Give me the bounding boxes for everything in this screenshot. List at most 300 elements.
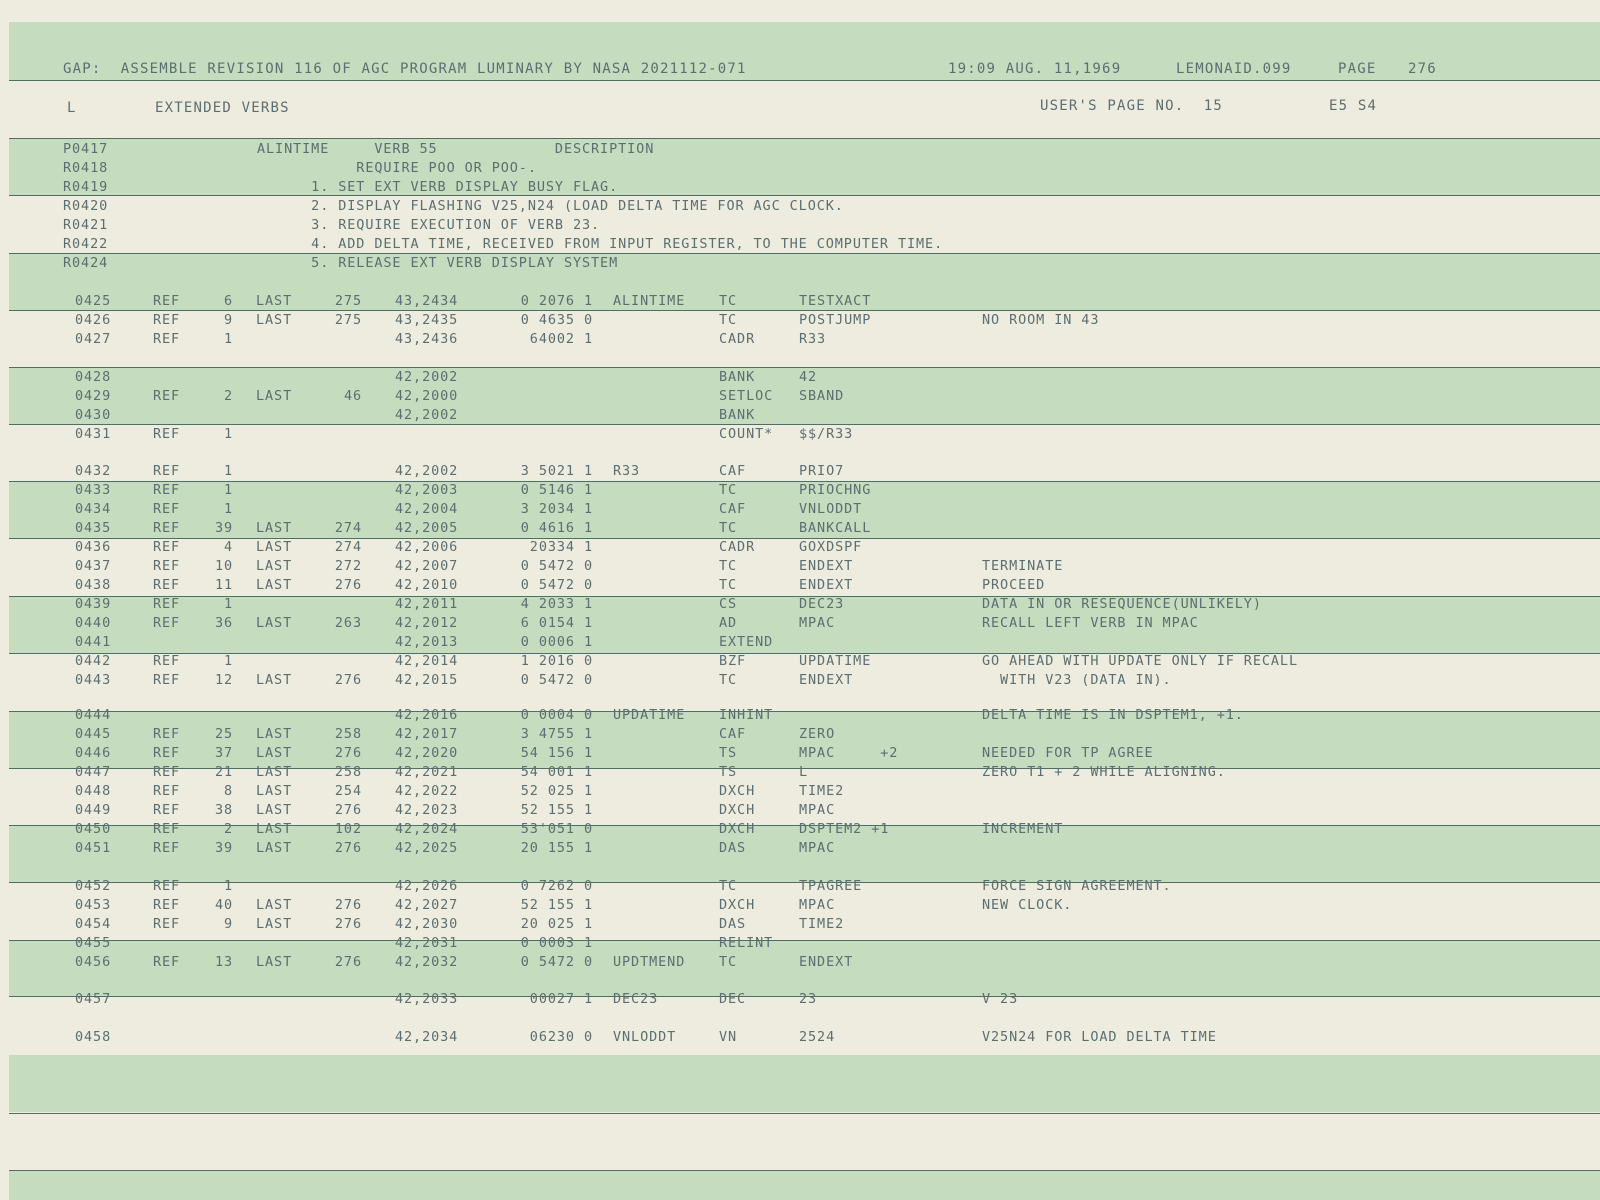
last-tag: LAST bbox=[256, 840, 293, 856]
listing-row bbox=[0, 706, 1600, 725]
ref-count: 1 bbox=[223, 463, 233, 479]
listing-row bbox=[0, 633, 1600, 652]
line-number: 0435 bbox=[75, 520, 112, 536]
listing-row bbox=[0, 934, 1600, 953]
address: 42,2011 bbox=[395, 596, 459, 612]
opcode: CAF bbox=[719, 726, 747, 742]
listing-row bbox=[0, 801, 1600, 820]
operand: SBAND bbox=[799, 388, 845, 404]
line-number: 0437 bbox=[75, 558, 112, 574]
operand: TIME2 bbox=[799, 916, 845, 932]
listing-row bbox=[0, 953, 1600, 972]
operand: R33 bbox=[799, 331, 827, 347]
description-line bbox=[0, 216, 1600, 235]
opcode: INHINT bbox=[719, 707, 774, 723]
description-line bbox=[0, 159, 1600, 178]
opcode: CAF bbox=[719, 501, 747, 517]
octal-code: 20 025 1 bbox=[520, 916, 593, 932]
last-tag: LAST bbox=[256, 293, 293, 309]
last-page: 276 bbox=[334, 897, 362, 913]
address: 42,2005 bbox=[395, 520, 459, 536]
octal-code: 0 5472 0 bbox=[520, 577, 593, 593]
section-title: EXTENDED VERBS bbox=[155, 100, 290, 116]
octal-code: 0 5146 1 bbox=[520, 482, 593, 498]
operand: ENDEXT bbox=[799, 672, 854, 688]
ref-count: 38 bbox=[214, 802, 233, 818]
ref-tag: REF bbox=[153, 897, 181, 913]
ref-tag: REF bbox=[153, 463, 181, 479]
description-text: 4. ADD DELTA TIME, RECEIVED FROM INPUT REGISTER, TO THE COMPUTER TIME. bbox=[257, 236, 944, 252]
address: 42,2032 bbox=[395, 954, 459, 970]
comment: V25N24 FOR LOAD DELTA TIME bbox=[982, 1029, 1217, 1045]
octal-code: 0 0004 0 bbox=[520, 707, 593, 723]
last-tag: LAST bbox=[256, 312, 293, 328]
opcode: TC bbox=[719, 482, 738, 498]
listing-row bbox=[0, 330, 1600, 349]
octal-code: 0 5472 0 bbox=[520, 672, 593, 688]
last-tag: LAST bbox=[256, 726, 293, 742]
last-tag: LAST bbox=[256, 672, 293, 688]
operand: TIME2 bbox=[799, 783, 845, 799]
description-text: ALINTIME VERB 55 DESCRIPTION bbox=[257, 141, 655, 157]
address: 42,2034 bbox=[395, 1029, 459, 1045]
listing-row bbox=[0, 744, 1600, 763]
line-number: P0417 bbox=[63, 141, 109, 157]
operand: L bbox=[799, 764, 809, 780]
address: 42,2021 bbox=[395, 764, 459, 780]
octal-code: 0 5472 0 bbox=[520, 558, 593, 574]
line-number: 0446 bbox=[75, 745, 112, 761]
octal-code: 0 0003 1 bbox=[520, 935, 593, 951]
rule-line bbox=[9, 1113, 1600, 1114]
ref-count: 25 bbox=[214, 726, 233, 742]
octal-code: 0 0006 1 bbox=[520, 634, 593, 650]
last-tag: LAST bbox=[256, 954, 293, 970]
label: DEC23 bbox=[613, 991, 659, 1007]
last-tag: LAST bbox=[256, 783, 293, 799]
operand: ZERO bbox=[799, 726, 836, 742]
line-number: R0420 bbox=[63, 198, 109, 214]
address: 42,2026 bbox=[395, 878, 459, 894]
ref-count: 12 bbox=[214, 672, 233, 688]
listing-row bbox=[0, 462, 1600, 481]
ref-tag: REF bbox=[153, 501, 181, 517]
line-number: 0441 bbox=[75, 634, 112, 650]
listing-row bbox=[0, 671, 1600, 690]
ref-tag: REF bbox=[153, 312, 181, 328]
description-text: 5. RELEASE EXT VERB DISPLAY SYSTEM bbox=[257, 255, 619, 271]
address: 43,2435 bbox=[395, 312, 459, 328]
address: 42,2014 bbox=[395, 653, 459, 669]
last-tag: LAST bbox=[256, 821, 293, 837]
last-tag: LAST bbox=[256, 802, 293, 818]
octal-code: 20 155 1 bbox=[520, 840, 593, 856]
listing-row bbox=[0, 576, 1600, 595]
line-number: R0421 bbox=[63, 217, 109, 233]
last-tag: LAST bbox=[256, 745, 293, 761]
listing-row bbox=[0, 896, 1600, 915]
octal-code: 00027 1 bbox=[529, 991, 593, 1007]
ref-tag: REF bbox=[153, 388, 181, 404]
opcode: SETLOC bbox=[719, 388, 774, 404]
ref-tag: REF bbox=[153, 821, 181, 837]
operand: TESTXACT bbox=[799, 293, 872, 309]
address: 42,2007 bbox=[395, 558, 459, 574]
operand: ENDEXT bbox=[799, 558, 854, 574]
label: ALINTIME bbox=[613, 293, 686, 309]
address: 42,2020 bbox=[395, 745, 459, 761]
line-number: 0439 bbox=[75, 596, 112, 612]
ref-tag: REF bbox=[153, 802, 181, 818]
line-number: 0440 bbox=[75, 615, 112, 631]
comment: NO ROOM IN 43 bbox=[982, 312, 1100, 328]
line-number: R0424 bbox=[63, 255, 109, 271]
header-source: LEMONAID.099 bbox=[1176, 61, 1292, 77]
address: 42,2004 bbox=[395, 501, 459, 517]
ref-count: 4 bbox=[223, 539, 233, 555]
comment: NEW CLOCK. bbox=[982, 897, 1073, 913]
opcode: TC bbox=[719, 878, 738, 894]
comment: ZERO T1 + 2 WHILE ALIGNING. bbox=[982, 764, 1226, 780]
line-number: 0458 bbox=[75, 1029, 112, 1045]
operand: MPAC +2 bbox=[799, 745, 899, 761]
description-text: 1. SET EXT VERB DISPLAY BUSY FLAG. bbox=[257, 179, 619, 195]
opcode: DAS bbox=[719, 916, 747, 932]
header-page-number: 276 bbox=[1408, 61, 1437, 77]
line-number: 0427 bbox=[75, 331, 112, 347]
last-page: 274 bbox=[334, 520, 362, 536]
line-number: 0443 bbox=[75, 672, 112, 688]
last-page: 46 bbox=[343, 388, 362, 404]
description-line bbox=[0, 254, 1600, 273]
description-text: REQUIRE POO OR POO-. bbox=[257, 160, 537, 176]
octal-code: 0 4616 1 bbox=[520, 520, 593, 536]
ref-count: 9 bbox=[223, 916, 233, 932]
octal-code: 54 156 1 bbox=[520, 745, 593, 761]
line-number: 0433 bbox=[75, 482, 112, 498]
ref-count: 1 bbox=[223, 596, 233, 612]
opcode: TS bbox=[719, 745, 738, 761]
ref-tag: REF bbox=[153, 482, 181, 498]
listing-row bbox=[0, 820, 1600, 839]
operand: $$/R33 bbox=[799, 426, 854, 442]
operand: VNLODDT bbox=[799, 501, 863, 517]
octal-code: 54 001 1 bbox=[520, 764, 593, 780]
opcode: CAF bbox=[719, 463, 747, 479]
address: 42,2002 bbox=[395, 407, 459, 423]
ref-count: 37 bbox=[214, 745, 233, 761]
listing-row bbox=[0, 915, 1600, 934]
line-number: R0418 bbox=[63, 160, 109, 176]
line-number: 0428 bbox=[75, 369, 112, 385]
last-page: 274 bbox=[334, 539, 362, 555]
ref-tag: REF bbox=[153, 783, 181, 799]
last-tag: LAST bbox=[256, 615, 293, 631]
opcode: DXCH bbox=[719, 802, 756, 818]
ref-count: 1 bbox=[223, 482, 233, 498]
opcode: COUNT* bbox=[719, 426, 774, 442]
ref-tag: REF bbox=[153, 596, 181, 612]
line-number: 0453 bbox=[75, 897, 112, 913]
operand: BANKCALL bbox=[799, 520, 872, 536]
octal-code: 0 5472 0 bbox=[520, 954, 593, 970]
section-marker: L bbox=[67, 100, 77, 116]
address: 42,2002 bbox=[395, 369, 459, 385]
octal-code: 52 025 1 bbox=[520, 783, 593, 799]
description-line bbox=[0, 140, 1600, 159]
ref-count: 1 bbox=[223, 331, 233, 347]
line-number: 0430 bbox=[75, 407, 112, 423]
listing-row bbox=[0, 481, 1600, 500]
description-line bbox=[0, 235, 1600, 254]
opcode: BANK bbox=[719, 369, 756, 385]
operand: 2524 bbox=[799, 1029, 836, 1045]
address: 42,2015 bbox=[395, 672, 459, 688]
listing-row bbox=[0, 877, 1600, 896]
octal-code: 52 155 1 bbox=[520, 897, 593, 913]
rule-line bbox=[9, 138, 1600, 139]
comment: DELTA TIME IS IN DSPTEM1, +1. bbox=[982, 707, 1244, 723]
ref-count: 1 bbox=[223, 878, 233, 894]
ref-tag: REF bbox=[153, 954, 181, 970]
last-tag: LAST bbox=[256, 577, 293, 593]
ref-count: 21 bbox=[214, 764, 233, 780]
opcode: VN bbox=[719, 1029, 738, 1045]
last-page: 276 bbox=[334, 840, 362, 856]
last-tag: LAST bbox=[256, 520, 293, 536]
operand: PRIOCHNG bbox=[799, 482, 872, 498]
octal-code: 6 0154 1 bbox=[520, 615, 593, 631]
opcode: AD bbox=[719, 615, 738, 631]
line-number: R0419 bbox=[63, 179, 109, 195]
listing-row bbox=[0, 652, 1600, 671]
line-number: 0456 bbox=[75, 954, 112, 970]
ref-tag: REF bbox=[153, 745, 181, 761]
line-number: 0444 bbox=[75, 707, 112, 723]
octal-code: 3 2034 1 bbox=[520, 501, 593, 517]
ref-count: 13 bbox=[214, 954, 233, 970]
line-number: 0436 bbox=[75, 539, 112, 555]
ref-tag: REF bbox=[153, 558, 181, 574]
address: 42,2016 bbox=[395, 707, 459, 723]
ref-count: 36 bbox=[214, 615, 233, 631]
comment: NEEDED FOR TP AGREE bbox=[982, 745, 1154, 761]
address: 42,2013 bbox=[395, 634, 459, 650]
octal-code: 06230 0 bbox=[529, 1029, 593, 1045]
operand: TPAGREE bbox=[799, 878, 863, 894]
octal-code: 0 4635 0 bbox=[520, 312, 593, 328]
listing-row bbox=[0, 595, 1600, 614]
address: 42,2025 bbox=[395, 840, 459, 856]
last-page: 276 bbox=[334, 802, 362, 818]
line-number: 0429 bbox=[75, 388, 112, 404]
address: 42,2022 bbox=[395, 783, 459, 799]
listing-row bbox=[0, 519, 1600, 538]
octal-code: 1 2016 0 bbox=[520, 653, 593, 669]
address: 42,2010 bbox=[395, 577, 459, 593]
opcode: DXCH bbox=[719, 821, 756, 837]
last-tag: LAST bbox=[256, 916, 293, 932]
line-number: 0432 bbox=[75, 463, 112, 479]
operand: 42 bbox=[799, 369, 818, 385]
operand: MPAC bbox=[799, 615, 836, 631]
comment: WITH V23 (DATA IN). bbox=[982, 672, 1172, 688]
octal-code: 4 2033 1 bbox=[520, 596, 593, 612]
ref-tag: REF bbox=[153, 615, 181, 631]
ref-tag: REF bbox=[153, 331, 181, 347]
ref-count: 39 bbox=[214, 520, 233, 536]
comment: GO AHEAD WITH UPDATE ONLY IF RECALL bbox=[982, 653, 1298, 669]
listing-row bbox=[0, 311, 1600, 330]
octal-code: 52 155 1 bbox=[520, 802, 593, 818]
opcode: BANK bbox=[719, 407, 756, 423]
ref-count: 9 bbox=[223, 312, 233, 328]
address: 43,2436 bbox=[395, 331, 459, 347]
comment: INCREMENT bbox=[982, 821, 1064, 837]
opcode: DXCH bbox=[719, 897, 756, 913]
opcode: TC bbox=[719, 293, 738, 309]
listing-row bbox=[0, 292, 1600, 311]
listing-row bbox=[0, 425, 1600, 444]
octal-code: 0 7262 0 bbox=[520, 878, 593, 894]
line-number: 0426 bbox=[75, 312, 112, 328]
listing-row bbox=[0, 557, 1600, 576]
operand: MPAC bbox=[799, 840, 836, 856]
operand: ENDEXT bbox=[799, 954, 854, 970]
last-page: 263 bbox=[334, 615, 362, 631]
address: 42,2017 bbox=[395, 726, 459, 742]
line-number: 0431 bbox=[75, 426, 112, 442]
last-page: 276 bbox=[334, 745, 362, 761]
description-text: 3. REQUIRE EXECUTION OF VERB 23. bbox=[257, 217, 601, 233]
ref-count: 6 bbox=[223, 293, 233, 309]
line-number: 0425 bbox=[75, 293, 112, 309]
ref-count: 39 bbox=[214, 840, 233, 856]
operand: DSPTEM2 +1 bbox=[799, 821, 890, 837]
octal-code: 20334 1 bbox=[529, 539, 593, 555]
listing-row bbox=[0, 725, 1600, 744]
last-page: 276 bbox=[334, 916, 362, 932]
ref-tag: REF bbox=[153, 426, 181, 442]
ref-tag: REF bbox=[153, 293, 181, 309]
address: 42,2023 bbox=[395, 802, 459, 818]
ref-count: 8 bbox=[223, 783, 233, 799]
ref-tag: REF bbox=[153, 653, 181, 669]
line-number: 0455 bbox=[75, 935, 112, 951]
comment: RECALL LEFT VERB IN MPAC bbox=[982, 615, 1199, 631]
opcode: CADR bbox=[719, 539, 756, 555]
ref-tag: REF bbox=[153, 764, 181, 780]
ref-count: 10 bbox=[214, 558, 233, 574]
listing-row bbox=[0, 500, 1600, 519]
line-number: 0457 bbox=[75, 991, 112, 1007]
ref-tag: REF bbox=[153, 577, 181, 593]
last-tag: LAST bbox=[256, 897, 293, 913]
address: 43,2434 bbox=[395, 293, 459, 309]
opcode: TC bbox=[719, 558, 738, 574]
last-page: 276 bbox=[334, 577, 362, 593]
line-number: 0452 bbox=[75, 878, 112, 894]
ref-count: 11 bbox=[214, 577, 233, 593]
line-number: 0442 bbox=[75, 653, 112, 669]
ref-tag: REF bbox=[153, 878, 181, 894]
operand: ENDEXT bbox=[799, 577, 854, 593]
rule-line bbox=[9, 1170, 1600, 1171]
address: 42,2024 bbox=[395, 821, 459, 837]
operand: 23 bbox=[799, 991, 818, 1007]
opcode: BZF bbox=[719, 653, 747, 669]
octal-code: 0 2076 1 bbox=[520, 293, 593, 309]
ref-tag: REF bbox=[153, 539, 181, 555]
opcode: EXTEND bbox=[719, 634, 774, 650]
ref-tag: REF bbox=[153, 916, 181, 932]
description-text: 2. DISPLAY FLASHING V25,N24 (LOAD DELTA TIME FOR AGC CLOCK. bbox=[257, 198, 844, 214]
ref-count: 1 bbox=[223, 426, 233, 442]
opcode: RELINT bbox=[719, 935, 774, 951]
comment: DATA IN OR RESEQUENCE(UNLIKELY) bbox=[982, 596, 1262, 612]
opcode: CADR bbox=[719, 331, 756, 347]
operand: MPAC bbox=[799, 802, 836, 818]
header-datetime: 19:09 AUG. 11,1969 bbox=[948, 61, 1122, 77]
octal-code: 3 4755 1 bbox=[520, 726, 593, 742]
address: 42,2012 bbox=[395, 615, 459, 631]
green-band bbox=[9, 1170, 1600, 1200]
comment: PROCEED bbox=[982, 577, 1046, 593]
opcode: TC bbox=[719, 520, 738, 536]
opcode: TC bbox=[719, 312, 738, 328]
label: R33 bbox=[613, 463, 641, 479]
opcode: TC bbox=[719, 954, 738, 970]
comment: TERMINATE bbox=[982, 558, 1064, 574]
listing-row bbox=[0, 990, 1600, 1009]
listing-row bbox=[0, 368, 1600, 387]
header-title: GAP: ASSEMBLE REVISION 116 OF AGC PROGRAM LUMINARY BY NASA 2021112-071 bbox=[63, 61, 747, 77]
address: 42,2006 bbox=[395, 539, 459, 555]
operand: PRIO7 bbox=[799, 463, 845, 479]
address: 42,2031 bbox=[395, 935, 459, 951]
octal-code: 53'051 0 bbox=[520, 821, 593, 837]
last-tag: LAST bbox=[256, 558, 293, 574]
octal-code: 64002 1 bbox=[529, 331, 593, 347]
octal-code: 3 5021 1 bbox=[520, 463, 593, 479]
line-number: 0448 bbox=[75, 783, 112, 799]
opcode: TS bbox=[719, 764, 738, 780]
ref-tag: REF bbox=[153, 726, 181, 742]
address: 42,2002 bbox=[395, 463, 459, 479]
line-number: 0447 bbox=[75, 764, 112, 780]
last-page: 258 bbox=[334, 764, 362, 780]
label: UPDTMEND bbox=[613, 954, 686, 970]
last-page: 275 bbox=[334, 312, 362, 328]
operand: MPAC bbox=[799, 897, 836, 913]
line-number: 0450 bbox=[75, 821, 112, 837]
address: 42,2003 bbox=[395, 482, 459, 498]
line-number: 0451 bbox=[75, 840, 112, 856]
page-code: E5 S4 bbox=[1329, 98, 1378, 114]
operand: POSTJUMP bbox=[799, 312, 872, 328]
line-number: 0449 bbox=[75, 802, 112, 818]
description-line bbox=[0, 197, 1600, 216]
listing-row bbox=[0, 406, 1600, 425]
listing-row bbox=[0, 782, 1600, 801]
opcode: DXCH bbox=[719, 783, 756, 799]
last-page: 258 bbox=[334, 726, 362, 742]
last-page: 275 bbox=[334, 293, 362, 309]
last-page: 276 bbox=[334, 672, 362, 688]
operand: GOXDSPF bbox=[799, 539, 863, 555]
description-line bbox=[0, 178, 1600, 197]
listing-row bbox=[0, 1028, 1600, 1047]
